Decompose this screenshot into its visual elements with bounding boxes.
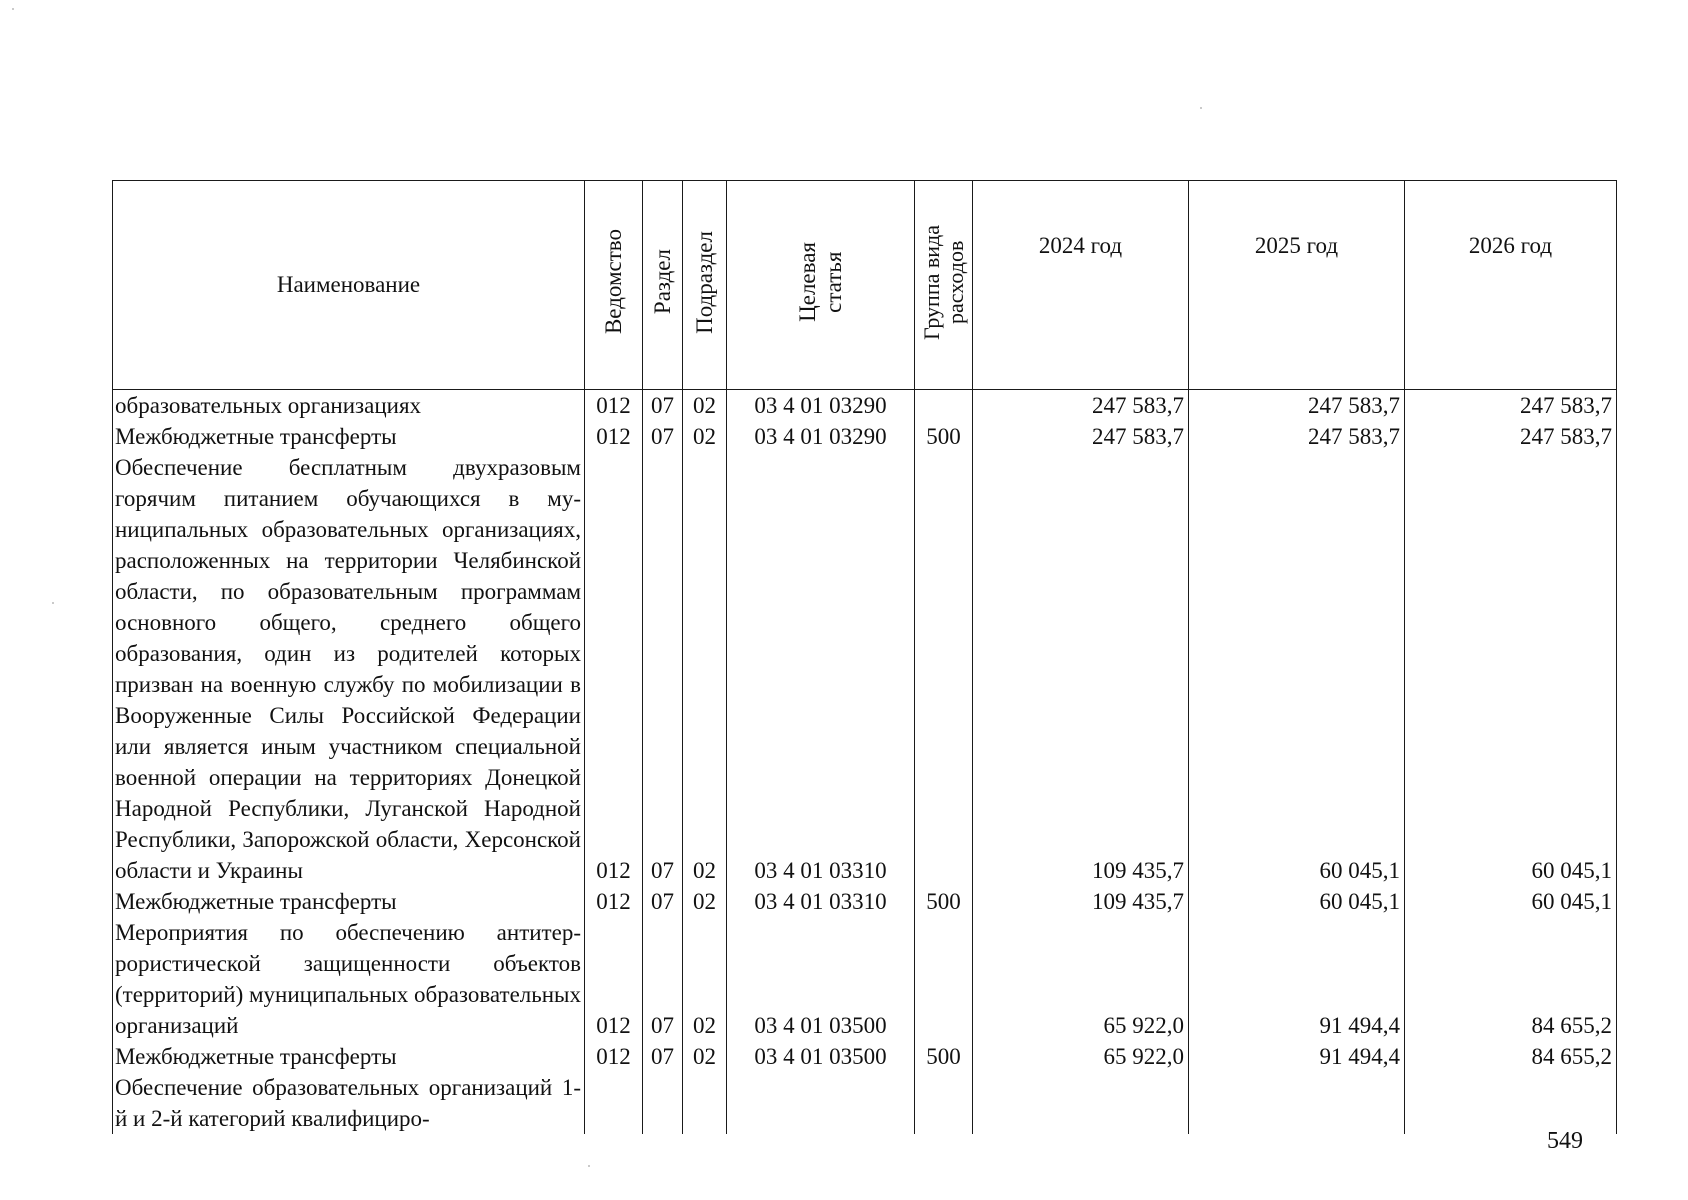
row-name: Обеспечение бесплатным двухразовым горячим питанием обучающихся в муниципальных образовательных организациях, расположенных на территории Челябинской области, по образовательным программам основного общего, среднего общего образования, один из родителей которых призван на военную службу по мобилизации в Вооруженные Силы Российской Федерации или является иным участником специальной военной операции на территориях Донецкой Народной Республики, Луганской Народной Республики, Запорожской области, Херсонской области и Украины [113,452,585,886]
row-name: образовательных организациях [113,390,585,422]
header-name-text: Наименование [276,272,421,297]
row-amount-2025 [1189,1072,1405,1134]
row-target-article: 03 4 01 03290 [727,390,915,422]
row-subsection [683,1072,727,1134]
row-amount-2024: 65 922,0 [973,1041,1189,1072]
row-amount-2026: 84 655,2 [1405,917,1617,1041]
row-section: 07 [643,452,683,886]
table-row [113,886,1617,917]
header-year-2026-text: 2026 год [1468,233,1553,258]
row-name: Мероприятия по обеспечению антитеррористической защищенности объектов (территорий) муниципальных образовательных организаций [113,917,585,1041]
row-name: Межбюджетные трансферты [113,886,585,917]
header-year-2025 [1189,181,1405,390]
row-section: 07 [643,886,683,917]
header-target-line1: Целевая [794,242,820,322]
header-section [643,181,683,390]
row-expense-group [915,917,973,1041]
header-year-2025-text: 2025 год [1254,233,1339,258]
table-row [113,390,1617,422]
table-row [113,1041,1617,1072]
row-name: Межбюджетные трансферты [113,421,585,452]
row-amount-2026: 84 655,2 [1405,1041,1617,1072]
row-subsection: 02 [683,421,727,452]
header-department [585,181,643,390]
row-expense-group [915,452,973,886]
header-section-text: Раздел [649,249,675,315]
table-row [113,452,1617,886]
row-amount-2026: 247 583,7 [1405,390,1617,422]
row-department: 012 [585,421,643,452]
row-department [585,1072,643,1134]
row-section: 07 [643,421,683,452]
header-name [113,181,585,390]
table-header-row [113,181,1617,390]
row-subsection: 02 [683,390,727,422]
row-department: 012 [585,886,643,917]
header-target-line2: статья [820,251,846,313]
row-expense-group: 500 [915,421,973,452]
row-department: 012 [585,917,643,1041]
row-amount-2024: 65 922,0 [973,917,1189,1041]
row-amount-2025: 91 494,4 [1189,917,1405,1041]
row-section: 07 [643,1041,683,1072]
row-department: 012 [585,390,643,422]
row-expense-group: 500 [915,1041,973,1072]
row-amount-2025: 60 045,1 [1189,886,1405,917]
header-year-2024-text: 2024 год [1038,233,1123,258]
row-expense-group: 500 [915,886,973,917]
row-amount-2025: 247 583,7 [1189,390,1405,422]
row-name: Обеспечение образовательных организаций 1-й и 2-й категорий квалифициро- [113,1072,585,1134]
row-expense-group [915,390,973,422]
row-amount-2024: 109 435,7 [973,886,1189,917]
header-expense-group [915,181,973,390]
scan-speck [588,1165,590,1167]
row-amount-2024: 109 435,7 [973,452,1189,886]
row-subsection: 02 [683,1041,727,1072]
scan-speck [52,602,54,604]
row-section [643,1072,683,1134]
row-expense-group [915,1072,973,1134]
header-department-text: Ведомство [600,229,626,335]
row-target-article: 03 4 01 03500 [727,917,915,1041]
scan-speck [1200,107,1202,109]
row-department: 012 [585,452,643,886]
row-section: 07 [643,917,683,1041]
header-expense-line2: расходов [942,240,968,325]
row-target-article: 03 4 01 03310 [727,452,915,886]
table-row [113,1072,1617,1134]
header-year-2024 [973,181,1189,390]
header-expense-group-text [920,225,968,340]
row-target-article [727,1072,915,1134]
row-subsection: 02 [683,452,727,886]
row-subsection: 02 [683,917,727,1041]
row-name: Межбюджетные трансферты [113,1041,585,1072]
row-department: 012 [585,1041,643,1072]
row-target-article: 03 4 01 03500 [727,1041,915,1072]
table-body [113,390,1617,1135]
header-target-article-text [795,242,847,322]
row-amount-2025: 91 494,4 [1189,1041,1405,1072]
row-amount-2024 [973,1072,1189,1134]
page-number: 549 [1547,1128,1583,1154]
table-row [113,421,1617,452]
row-amount-2026 [1405,1072,1617,1134]
table-row [113,917,1617,1041]
header-target-article [727,181,915,390]
budget-table [112,180,1617,1134]
header-expense-line1: Группа вида [918,225,944,340]
row-amount-2026: 60 045,1 [1405,452,1617,886]
row-section: 07 [643,390,683,422]
row-amount-2024: 247 583,7 [973,390,1189,422]
row-amount-2026: 60 045,1 [1405,886,1617,917]
header-subsection [683,181,727,390]
row-amount-2024: 247 583,7 [973,421,1189,452]
row-amount-2025: 60 045,1 [1189,452,1405,886]
row-amount-2026: 247 583,7 [1405,421,1617,452]
row-subsection: 02 [683,886,727,917]
row-target-article: 03 4 01 03290 [727,421,915,452]
row-amount-2025: 247 583,7 [1189,421,1405,452]
scan-speck [12,8,14,10]
header-subsection-text: Подраздел [691,230,717,334]
row-target-article: 03 4 01 03310 [727,886,915,917]
header-year-2026 [1405,181,1617,390]
